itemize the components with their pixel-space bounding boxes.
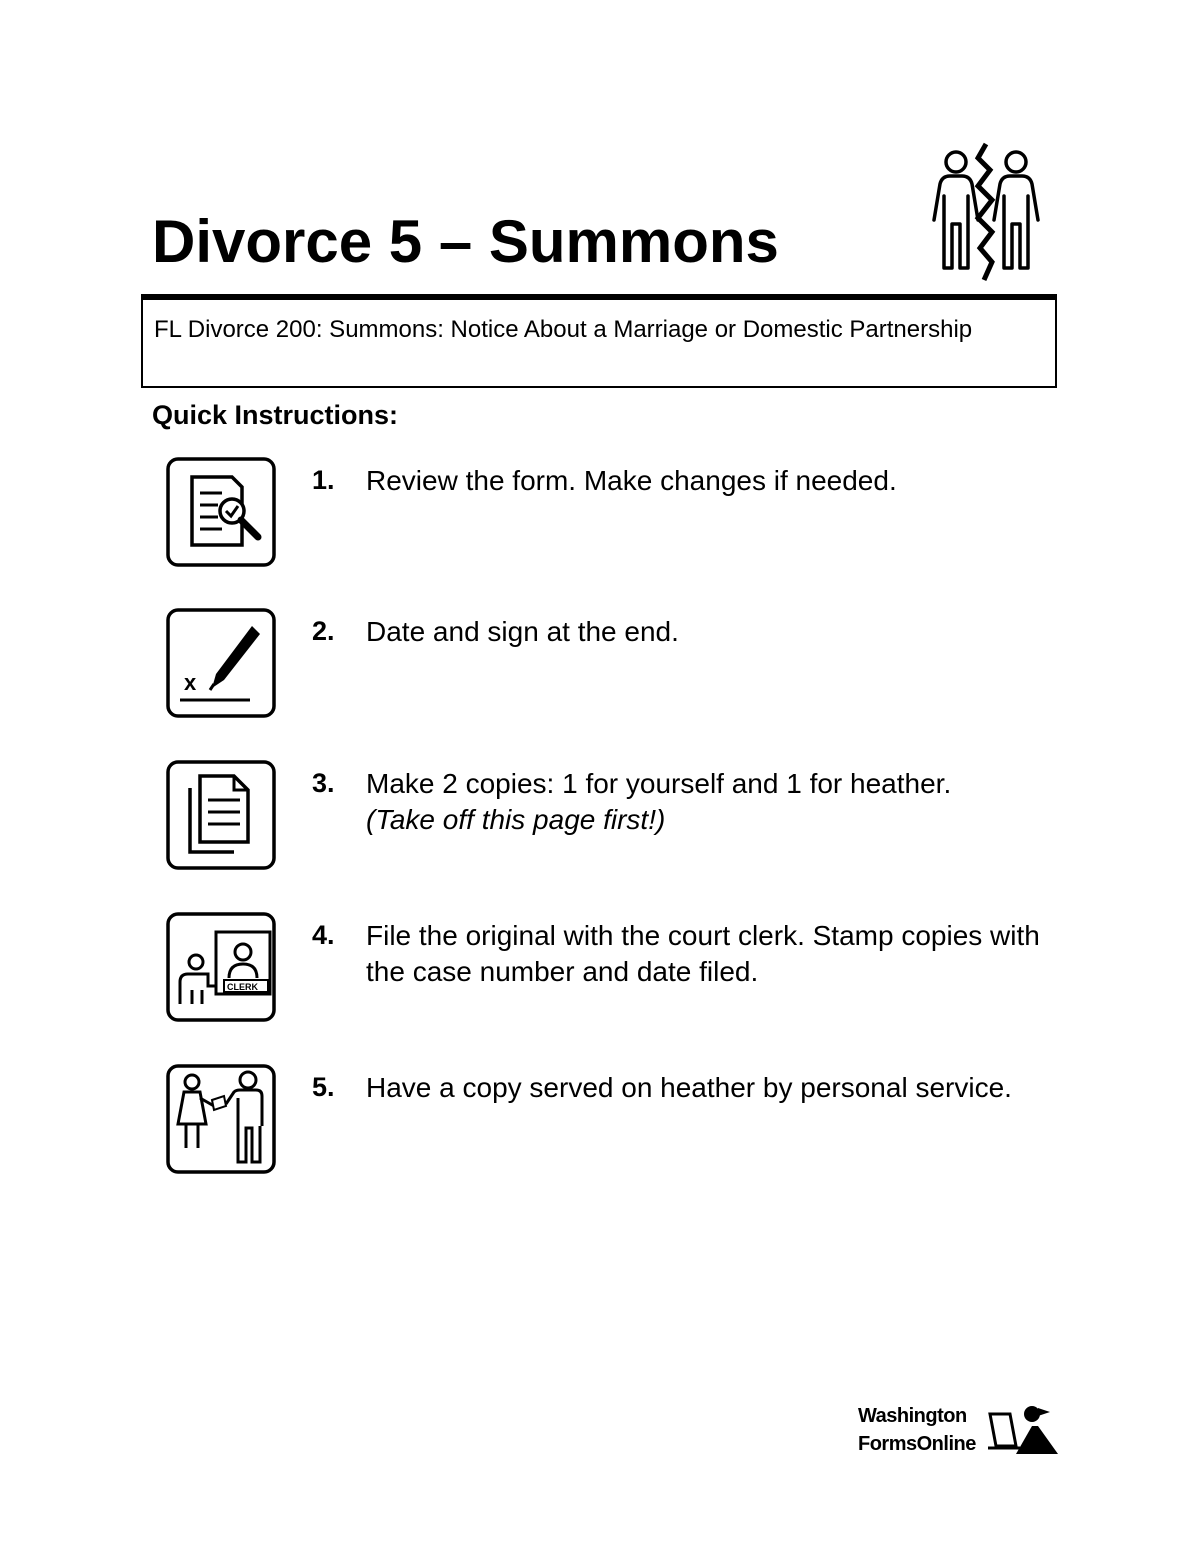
washington-forms-online-logo xyxy=(858,1402,1063,1462)
step-text xyxy=(366,463,1046,499)
step-number: 5. xyxy=(312,1072,335,1102)
form-name: FL Divorce 200: Summons: Notice About a Marriage or Domestic Partnership xyxy=(154,316,973,343)
step-instruction: File the original with the court clerk. Stamp copies with the case number and date filed. xyxy=(366,920,1040,987)
step-number: 1. xyxy=(312,465,335,495)
review-document-icon xyxy=(166,457,276,567)
step-text xyxy=(366,1070,1046,1106)
step-instruction: Review the form. Make changes if needed. xyxy=(366,465,897,496)
step-note: (Take off this page first!) xyxy=(366,804,666,835)
logo-text xyxy=(858,1402,976,1458)
sign-pen-icon xyxy=(166,608,276,718)
logo-line-1: Washington xyxy=(858,1405,967,1427)
step-instruction: Have a copy served on heather by personal service. xyxy=(366,1072,1012,1103)
instruction-step-4 xyxy=(166,912,1046,1024)
personal-service-icon xyxy=(166,1064,276,1174)
step-number: 2. xyxy=(312,616,335,646)
copies-icon xyxy=(166,760,276,870)
step-number: 4. xyxy=(312,920,335,950)
court-clerk-icon xyxy=(166,912,276,1022)
step-text xyxy=(366,918,1046,990)
broken-couple-icon xyxy=(920,140,1055,285)
step-instruction: Date and sign at the end. xyxy=(366,616,679,647)
instruction-step-2 xyxy=(166,608,1046,720)
logo-line-2: FormsOnline xyxy=(858,1433,976,1455)
clerk-label: CLERK xyxy=(227,982,258,992)
svg-text:x: x xyxy=(184,670,197,695)
step-instruction: Make 2 copies: 1 for yourself and 1 for heather. xyxy=(366,768,952,799)
step-text xyxy=(366,766,1046,838)
step-number: 3. xyxy=(312,768,335,798)
instruction-step-5 xyxy=(166,1064,1046,1176)
form-name-box xyxy=(141,294,1057,388)
washington-forms-online-logo-icon xyxy=(986,1404,1061,1456)
instruction-step-3 xyxy=(166,760,1046,872)
page-title: Divorce 5 – Summons xyxy=(152,208,779,275)
instruction-step-1 xyxy=(166,457,1046,569)
step-text xyxy=(366,614,1046,650)
instructions-heading: Quick Instructions: xyxy=(152,400,399,430)
